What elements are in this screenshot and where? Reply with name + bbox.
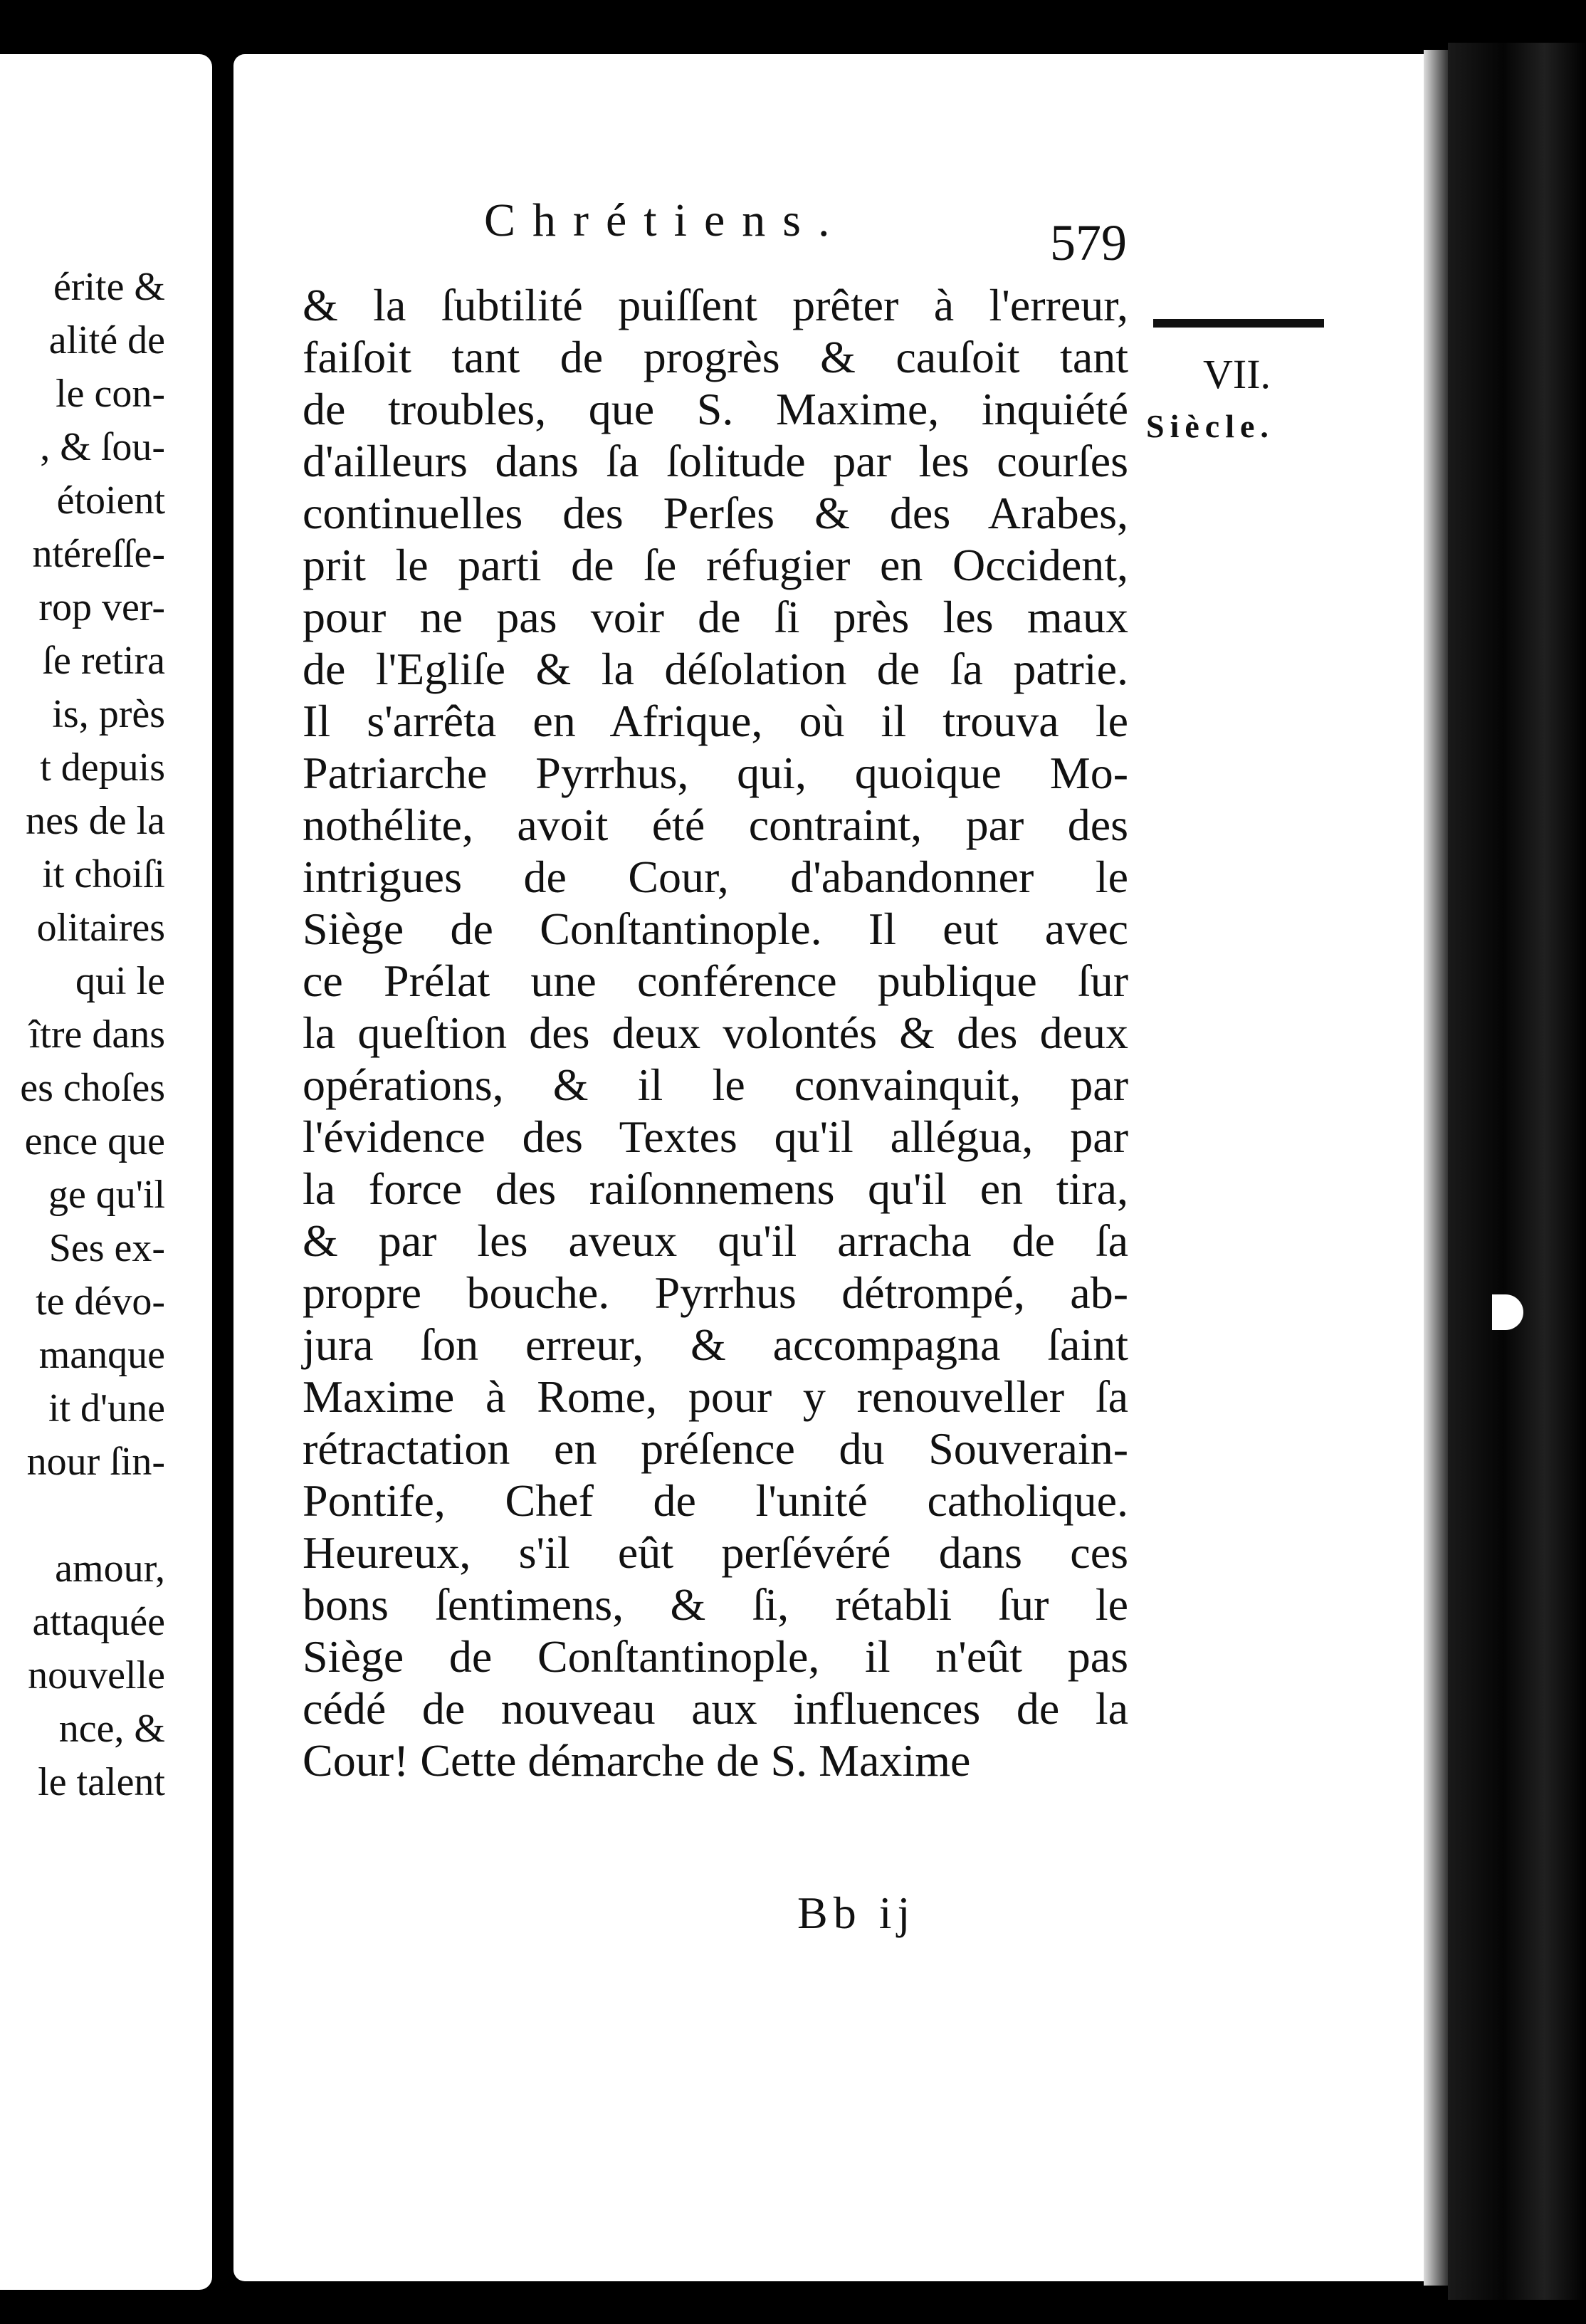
text-line: bons ſentimens, & ſi, rétabli ſur le xyxy=(303,1579,1128,1630)
left-text-line: rop ver- xyxy=(38,585,165,629)
left-text-line: olitaires xyxy=(36,906,165,950)
text-line: faiſoit tant de progrès & cauſoit tant xyxy=(303,332,1128,382)
left-text-line: nce, & xyxy=(58,1707,165,1751)
text-line: l'évidence des Textes qu'il allégua, par xyxy=(303,1111,1128,1162)
left-text-line: amour, xyxy=(55,1546,165,1591)
left-text-line: nour ſin- xyxy=(26,1440,165,1484)
left-text-line: it d'une xyxy=(48,1386,165,1430)
left-text-line: manque xyxy=(38,1333,165,1377)
book-spine xyxy=(1448,43,1586,2300)
text-line: intrigues de Cour, d'abandonner le xyxy=(303,852,1128,902)
left-text-line: ence que xyxy=(24,1119,165,1163)
text-line: pour ne pas voir de ſi près les maux xyxy=(303,592,1128,642)
left-text-line: Ses ex- xyxy=(48,1226,165,1270)
text-line: Il s'arrêta en Afrique, où il trouva le xyxy=(303,696,1128,746)
left-text-line: es choſes xyxy=(20,1066,165,1110)
left-text-line: te dévo- xyxy=(36,1279,165,1324)
margin-note-siecle: Siècle. xyxy=(1146,408,1274,444)
left-text-line: étoient xyxy=(56,478,165,523)
left-text-line: alité de xyxy=(48,318,165,362)
signature-mark: Bb ij xyxy=(797,1888,916,1938)
text-line: Maxime à Rome, pour y renouveller ſa xyxy=(303,1371,1128,1422)
left-page xyxy=(0,54,212,2290)
text-line: continuelles des Perſes & des Arabes, xyxy=(303,488,1128,538)
page-edge xyxy=(1424,50,1448,2286)
margin-note-century: VII. xyxy=(1203,351,1271,397)
margin-rule xyxy=(1153,319,1324,328)
text-line: Heureux, s'il eût perſévéré dans ces xyxy=(303,1527,1128,1578)
text-line: la force des raiſonnemens qu'il en tira, xyxy=(303,1163,1128,1214)
text-line: opérations, & il le convainquit, par xyxy=(303,1059,1128,1110)
left-text-line: t depuis xyxy=(40,745,165,790)
text-line: & la ſubtilité puiſſent prêter à l'erreur, xyxy=(303,280,1128,330)
left-text-line: érite & xyxy=(53,265,165,309)
left-text-line: ge qu'il xyxy=(48,1173,165,1217)
left-page-text xyxy=(0,261,212,1809)
text-line: rétractation en préſence du Souverain- xyxy=(303,1423,1128,1474)
body-text xyxy=(303,279,1128,1786)
left-text-line: ſe retira xyxy=(42,639,165,683)
left-text-line: attaquée xyxy=(32,1600,165,1644)
text-line: Patriarche Pyrrhus, qui, quoique Mo- xyxy=(303,748,1128,798)
text-line: Cour! Cette démarche de S. Maxime xyxy=(303,1735,971,1786)
text-line: & par les aveux qu'il arracha de ſa xyxy=(303,1215,1128,1266)
text-line: Siège de Conſtantinople, il n'eût pas xyxy=(303,1631,1128,1682)
page-number: 579 xyxy=(1050,214,1127,271)
text-line: nothélite, avoit été contraint, par des xyxy=(303,800,1128,850)
left-text-line: le con- xyxy=(56,372,165,416)
text-line: Pontife, Chef de l'unité catholique. xyxy=(303,1475,1128,1526)
text-line: propre bouche. Pyrrhus détrompé, ab- xyxy=(303,1267,1128,1318)
left-text-line: qui le xyxy=(75,959,165,1003)
running-header: Chrétiens. xyxy=(484,194,847,246)
text-line: Siège de Conſtantinople. Il eut avec xyxy=(303,904,1128,954)
text-line: ce Prélat une conférence publique ſur xyxy=(303,956,1128,1006)
left-text-line: , & ſou- xyxy=(40,425,165,469)
left-text-line xyxy=(0,1489,212,1542)
text-line: d'ailleurs dans ſa ſolitude par les courſes xyxy=(303,436,1128,486)
text-line: la queſtion des deux volontés & des deux xyxy=(303,1007,1128,1058)
text-line: prit le parti de ſe réfugier en Occident, xyxy=(303,540,1128,590)
text-line: de troubles, que S. Maxime, inquiété xyxy=(303,384,1128,434)
text-line: de l'Egliſe & la déſolation de ſa patrie. xyxy=(303,644,1128,694)
text-line: jura ſon erreur, & accompagna ſaint xyxy=(303,1319,1128,1370)
left-text-line: it choiſi xyxy=(42,852,165,896)
left-text-line: ntéreſſe- xyxy=(32,532,165,576)
left-text-line: is, près xyxy=(52,692,165,736)
left-text-line: nes de la xyxy=(26,799,165,843)
text-line: cédé de nouveau aux influences de la xyxy=(303,1683,1128,1734)
left-text-line: le talent xyxy=(38,1760,165,1804)
left-text-line: nouvelle xyxy=(28,1653,165,1697)
left-text-line: ître dans xyxy=(28,1012,165,1057)
